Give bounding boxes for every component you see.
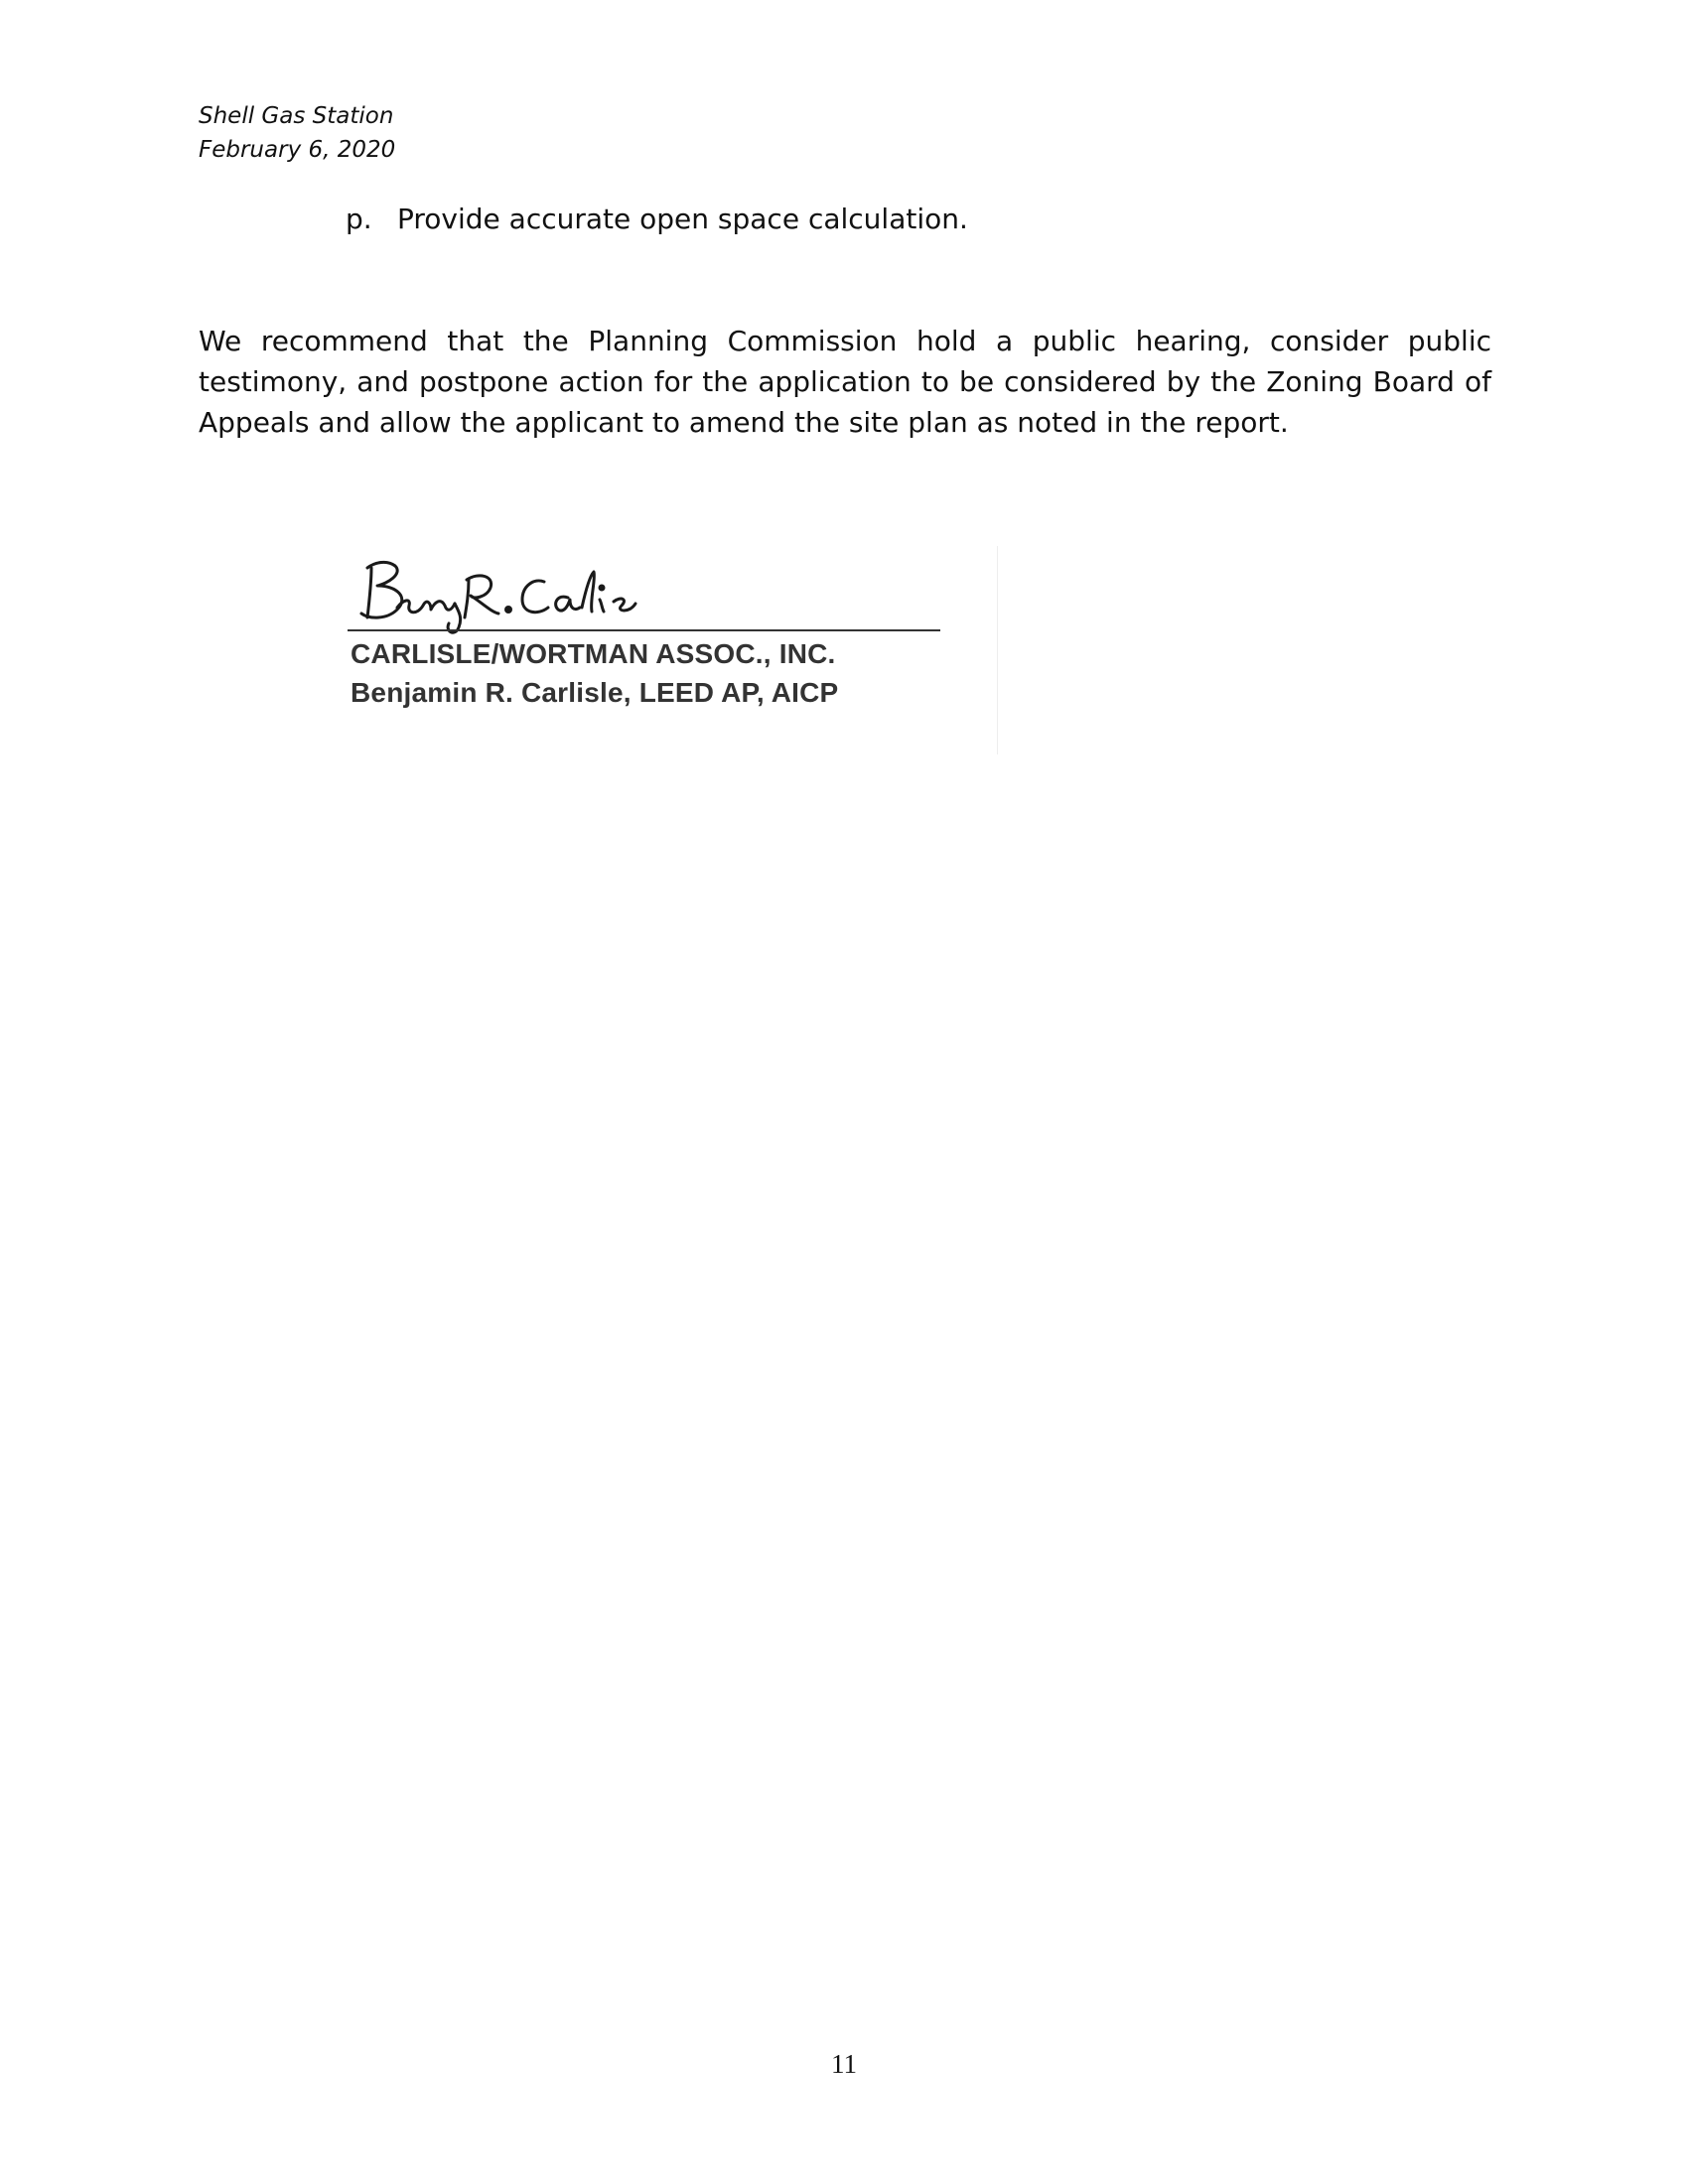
handwritten-signature: [348, 546, 675, 635]
header-project-title: Shell Gas Station: [199, 103, 394, 129]
page-number: 11: [831, 2049, 857, 2079]
list-item-p: [346, 202, 968, 237]
signature-company: CARLISLE/WORTMAN ASSOC., INC.: [351, 638, 836, 669]
signature-name: Benjamin R. Carlisle, LEED AP, AICP: [351, 677, 839, 708]
signature-line: [348, 629, 940, 631]
header-date: February 6, 2020: [199, 137, 396, 163]
page-header: [199, 99, 395, 167]
signature-image-edge: [997, 546, 998, 754]
list-item-text: Provide accurate open space calculation.: [397, 203, 968, 235]
signature-block: [348, 546, 1003, 764]
recommendation-paragraph: We recommend that the Planning Commission hold a public hearing, consider public testimony, and postpone action for the application to be considered by the Zoning Board of Appeals and allow the applicant to amend the site plan as noted in the report.: [199, 325, 1491, 439]
list-item-marker: p.: [346, 203, 372, 235]
